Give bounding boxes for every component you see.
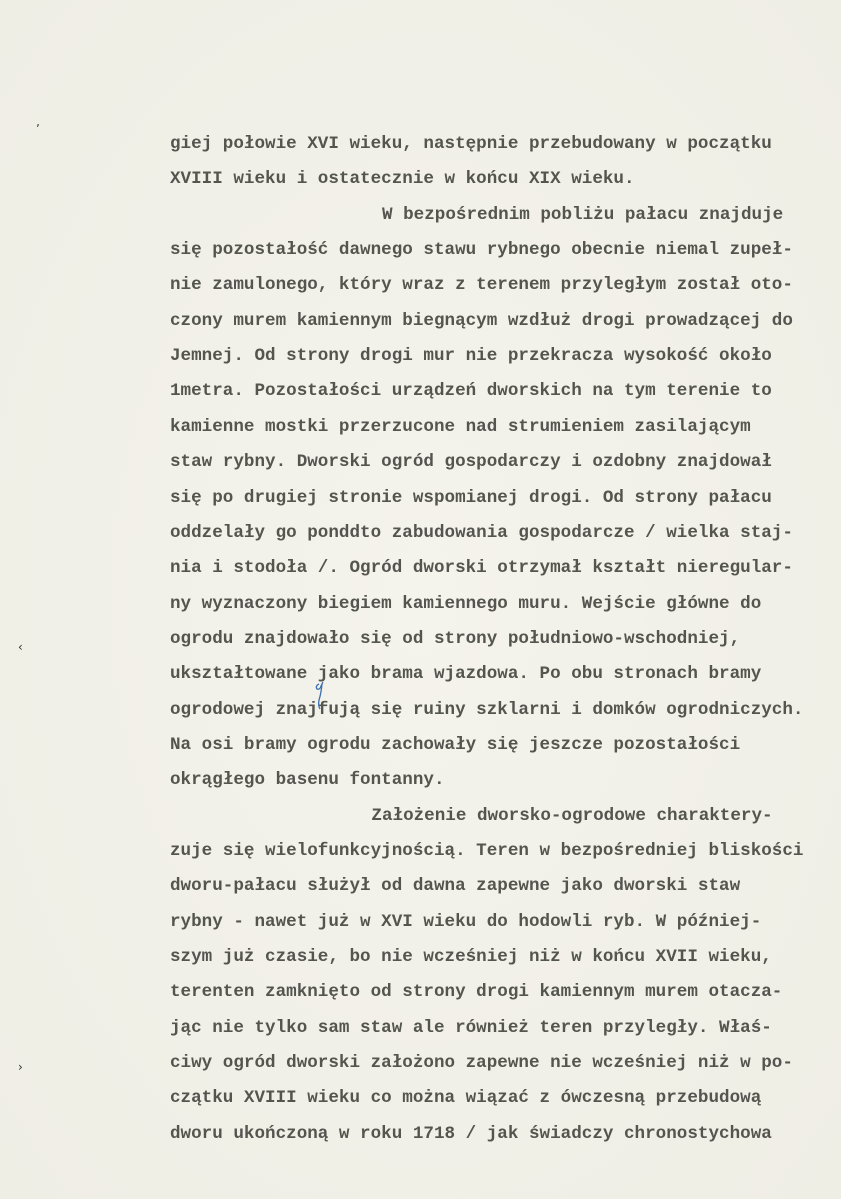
text-line: ciwy ogród dworski założono zapewne nie wcześniej niż w po- (170, 1053, 793, 1074)
text-line: Założenie dworsko-ogrodowe charaktery- (371, 805, 773, 826)
text-line: dworu ukończoną w roku 1718 / jak świadczy chronostychowa (170, 1123, 772, 1144)
margin-punch-mark: ʼ (36, 122, 40, 136)
text-line: rybny - nawet już w XVI wieku do hodowli ryb. W później- (170, 911, 762, 932)
text-line: ogrodu znajdowało się od strony południowo-wschodniej, (170, 628, 741, 649)
text-line: czony murem kamiennym biegnącym wzdłuż drogi prowadzącej do (170, 310, 793, 331)
text-line: nia i stodoła /. Ogród dworski otrzymał kształt nieregular- (170, 558, 793, 579)
text-line: jąc nie tylko sam staw ale również teren przyległy. Właś- (170, 1017, 772, 1038)
text-line: kamienne mostki przerzucone nad strumieniem zasilającym (170, 416, 751, 437)
text-line: dworu-pałacu służył od dawna zapewne jako dworski staw (170, 876, 741, 897)
text-line: 1metra. Pozostałości urządzeń dworskich na tym terenie to (170, 381, 772, 402)
text-line: staw rybny. Dworski ogród gospodarczy i ozdobny znajdował (170, 452, 772, 473)
text-line: się pozostałość dawnego stawu rybnego obecnie niemal zupeł- (170, 240, 793, 261)
text-line: ukształtowane jako brama wjazdowa. Po obu stronach bramy (170, 664, 762, 685)
text-line: szym już czasie, bo nie wcześniej niż w końcu XVII wieku, (170, 947, 772, 968)
text-line: się po drugiej stronie wspomianej drogi. Od strony pałacu (170, 487, 772, 508)
text-line: terenten zamknięto od strony drogi kamiennym murem otacza- (170, 982, 783, 1003)
text-line: oddzelały go ponddto zabudowania gospodarcze / wielka staj- (170, 522, 793, 543)
text-line: Jemnej. Od strony drogi mur nie przekracza wysokość około (170, 346, 772, 367)
text-line: Na osi bramy ogrodu zachowały się jeszcze pozostałości (170, 734, 741, 755)
text-line: okrągłego basenu fontanny. (170, 770, 445, 791)
text-line: XVIII wieku i ostatecznie w końcu XIX wieku. (170, 169, 635, 190)
margin-punch-mark: ‹ (18, 640, 23, 654)
text-line: czątku XVIII wieku co można wiązać z ówczesną przebudową (170, 1088, 762, 1109)
margin-punch-mark: › (18, 1060, 23, 1074)
text-line: W bezpośrednim pobliżu pałacu znajduje (382, 204, 784, 225)
text-line: ogrodowej znajfują się ruiny szklarni i domków ogrodniczych. (170, 699, 804, 720)
text-line: ny wyznaczony biegiem kamiennego muru. Wejście główne do (170, 593, 762, 614)
text-line: giej połowie XVI wieku, następnie przebudowany w początku (170, 134, 772, 154)
handwritten-correction-mark (312, 680, 332, 710)
text-line: nie zamulonego, który wraz z terenem przyległym został oto- (170, 275, 793, 296)
text-line: zuje się wielofunkcyjnością. Teren w bezpośredniej bliskości (170, 841, 804, 861)
